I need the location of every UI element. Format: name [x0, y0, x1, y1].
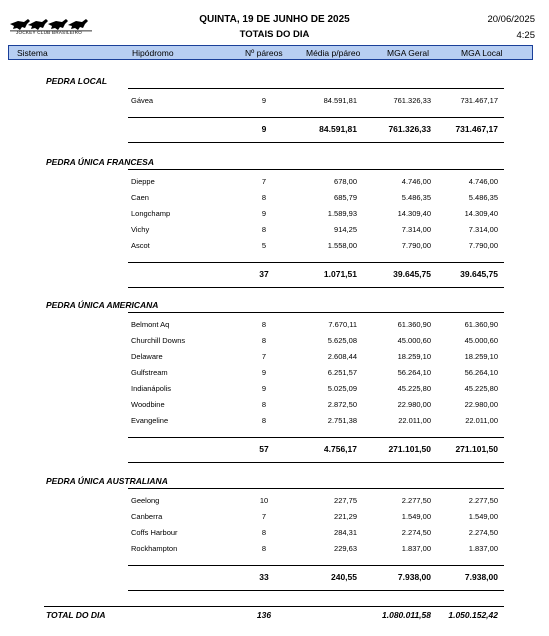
table-cell-mga-local: 61.360,90 — [464, 320, 498, 329]
table-cell-media: 2.608,44 — [327, 352, 357, 361]
table-cell-media: 221,29 — [334, 512, 357, 521]
grand-total-pareos: 136 — [256, 610, 272, 620]
grand-total-divider — [44, 606, 504, 607]
table-cell-hipodromo: Churchill Downs — [131, 336, 186, 345]
table-cell-media: 227,75 — [334, 496, 357, 505]
section-divider-bottom — [128, 287, 504, 288]
section-total-pareos: 9 — [261, 124, 267, 134]
table-cell-mga-geral: 761.326,33 — [393, 96, 431, 105]
table-cell-hipodromo: Gávea — [131, 96, 154, 105]
section-total-mga-geral: 761.326,33 — [388, 124, 431, 134]
section-divider-top — [128, 169, 504, 170]
table-cell-media: 284,31 — [334, 528, 357, 537]
table-cell-pareos: 8 — [261, 225, 267, 234]
section-subtotal-divider — [128, 437, 504, 438]
grand-total-mga-local: 1.050.152,42 — [448, 610, 498, 620]
section-subtotal-divider — [128, 565, 504, 566]
column-header-bar — [8, 45, 533, 60]
table-cell-pareos: 9 — [261, 384, 267, 393]
table-cell-hipodromo: Gulfstream — [131, 368, 168, 377]
section-title: PEDRA ÚNICA AUSTRALIANA — [46, 476, 168, 486]
table-cell-hipodromo: Vichy — [131, 225, 150, 234]
col-mga-local: MGA Local — [461, 48, 503, 58]
section-total-mga-geral: 271.101,50 — [388, 444, 431, 454]
table-cell-mga-local: 22.980,00 — [464, 400, 498, 409]
section-total-pareos: 37 — [259, 269, 269, 279]
table-cell-hipodromo: Canberra — [131, 512, 163, 521]
section-total-mga-local: 39.645,75 — [460, 269, 498, 279]
table-cell-media: 84.591,81 — [323, 96, 357, 105]
table-cell-mga-local: 7.790,00 — [468, 241, 498, 250]
table-cell-hipodromo: Longchamp — [131, 209, 171, 218]
logo-text: JOCKEY CLUB BRASILEIRO — [16, 30, 83, 35]
table-cell-media: 1.558,00 — [327, 241, 357, 250]
table-cell-mga-geral: 18.259,10 — [397, 352, 431, 361]
table-cell-media: 1.589,93 — [327, 209, 357, 218]
table-cell-mga-local: 14.309,40 — [464, 209, 498, 218]
table-cell-pareos: 7 — [261, 512, 267, 521]
table-cell-hipodromo: Caen — [131, 193, 149, 202]
section-divider-top — [128, 312, 504, 313]
section-subtotal-divider — [128, 262, 504, 263]
report-subtitle: TOTAIS DO DIA — [239, 29, 310, 40]
table-cell-pareos: 8 — [261, 544, 267, 553]
table-cell-pareos: 9 — [261, 368, 267, 377]
table-cell-mga-geral: 1.837,00 — [401, 544, 431, 553]
table-cell-hipodromo: Coffs Harbour — [131, 528, 178, 537]
col-mga-geral: MGA Geral — [387, 48, 430, 58]
table-cell-mga-geral: 22.011,00 — [398, 416, 431, 425]
table-cell-mga-geral: 45.225,80 — [397, 384, 431, 393]
section-total-media: 84.591,81 — [319, 124, 357, 134]
table-cell-mga-local: 22.011,00 — [465, 416, 498, 425]
table-cell-pareos: 7 — [261, 177, 267, 186]
table-cell-mga-local: 45.000,60 — [464, 336, 498, 345]
section-total-media: 1.071,51 — [323, 269, 357, 279]
table-cell-pareos: 9 — [261, 96, 267, 105]
table-cell-media: 7.670,11 — [328, 320, 357, 329]
table-cell-mga-local: 5.486,35 — [468, 193, 498, 202]
section-total-media: 240,55 — [331, 572, 357, 582]
section-total-pareos: 33 — [259, 572, 269, 582]
section-divider-bottom — [128, 462, 504, 463]
table-cell-hipodromo: Delaware — [131, 352, 163, 361]
section-total-mga-geral: 7.938,00 — [397, 572, 431, 582]
table-cell-mga-local: 2.274,50 — [468, 528, 498, 537]
section-title: PEDRA ÚNICA AMERICANA — [46, 300, 159, 310]
table-cell-mga-local: 1.837,00 — [468, 544, 498, 553]
section-total-pareos: 57 — [259, 444, 269, 454]
section-total-media: 4.756,17 — [323, 444, 357, 454]
section-total-mga-geral: 39.645,75 — [393, 269, 431, 279]
report-date: 20/06/2025 — [487, 14, 535, 25]
section-divider-bottom — [128, 590, 504, 591]
table-cell-media: 5.625,08 — [327, 336, 357, 345]
col-pareos: Nº páreos — [245, 48, 283, 58]
table-cell-pareos: 10 — [259, 496, 269, 505]
col-media: Média p/páreo — [306, 48, 361, 58]
table-cell-pareos: 8 — [261, 320, 267, 329]
table-cell-pareos: 9 — [261, 209, 267, 218]
table-cell-mga-geral: 56.264,10 — [397, 368, 431, 377]
table-cell-hipodromo: Geelong — [131, 496, 160, 505]
table-cell-mga-local: 2.277,50 — [468, 496, 498, 505]
col-hipodromo: Hipódromo — [132, 48, 174, 58]
section-title: PEDRA LOCAL — [46, 76, 108, 86]
section-total-mga-local: 7.938,00 — [464, 572, 498, 582]
table-cell-mga-local: 1.549,00 — [468, 512, 498, 521]
table-cell-media: 5.025,09 — [327, 384, 357, 393]
table-cell-mga-geral: 2.277,50 — [401, 496, 431, 505]
table-cell-mga-geral: 1.549,00 — [401, 512, 431, 521]
table-cell-mga-geral: 14.309,40 — [397, 209, 431, 218]
grand-total-label: TOTAL DO DIA — [46, 610, 106, 620]
section-divider-top — [128, 488, 504, 489]
table-cell-mga-geral: 5.486,35 — [401, 193, 431, 202]
report-title: QUINTA, 19 DE JUNHO DE 2025 — [199, 14, 350, 25]
table-cell-pareos: 5 — [261, 241, 267, 250]
table-cell-media: 678,00 — [334, 177, 357, 186]
section-divider-top — [128, 88, 504, 89]
table-cell-mga-geral: 4.746,00 — [401, 177, 431, 186]
table-cell-media: 2.751,38 — [327, 416, 357, 425]
table-cell-mga-local: 4.746,00 — [468, 177, 498, 186]
table-cell-mga-local: 18.259,10 — [464, 352, 498, 361]
section-total-mga-local: 731.467,17 — [455, 124, 498, 134]
table-cell-hipodromo: Rockhampton — [131, 544, 178, 553]
table-cell-pareos: 8 — [261, 400, 267, 409]
table-cell-media: 2.872,50 — [327, 400, 357, 409]
table-cell-pareos: 8 — [261, 193, 267, 202]
section-title: PEDRA ÚNICA FRANCESA — [46, 157, 154, 167]
table-cell-hipodromo: Ascot — [131, 241, 150, 250]
report-time: 4:25 — [516, 30, 535, 41]
table-cell-pareos: 7 — [261, 352, 267, 361]
table-cell-hipodromo: Woodbine — [131, 400, 165, 409]
table-cell-hipodromo: Evangeline — [131, 416, 169, 425]
table-cell-media: 229,63 — [334, 544, 357, 553]
section-divider-bottom — [128, 142, 504, 143]
table-cell-mga-geral: 2.274,50 — [401, 528, 431, 537]
table-cell-media: 6.251,57 — [327, 368, 357, 377]
table-cell-mga-geral: 7.314,00 — [401, 225, 431, 234]
table-cell-hipodromo: Indianápolis — [131, 384, 172, 393]
table-cell-mga-local: 56.264,10 — [464, 368, 498, 377]
section-total-mga-local: 271.101,50 — [455, 444, 498, 454]
table-cell-pareos: 8 — [261, 336, 267, 345]
table-cell-mga-local: 7.314,00 — [468, 225, 498, 234]
table-cell-hipodromo: Belmont Aq — [131, 320, 170, 329]
col-sistema: Sistema — [17, 48, 48, 58]
table-cell-mga-local: 731.467,17 — [460, 96, 498, 105]
table-cell-pareos: 8 — [261, 416, 267, 425]
table-cell-media: 914,25 — [334, 225, 357, 234]
table-cell-mga-geral: 7.790,00 — [401, 241, 431, 250]
grand-total-mga-geral: 1.080.011,58 — [382, 610, 431, 620]
table-cell-mga-geral: 61.360,90 — [397, 320, 431, 329]
table-cell-media: 685,79 — [334, 193, 357, 202]
section-subtotal-divider — [128, 117, 504, 118]
table-cell-mga-local: 45.225,80 — [464, 384, 498, 393]
table-cell-mga-geral: 45.000,60 — [397, 336, 431, 345]
table-cell-hipodromo: Dieppe — [131, 177, 155, 186]
table-cell-mga-geral: 22.980,00 — [397, 400, 431, 409]
table-cell-pareos: 8 — [261, 528, 267, 537]
